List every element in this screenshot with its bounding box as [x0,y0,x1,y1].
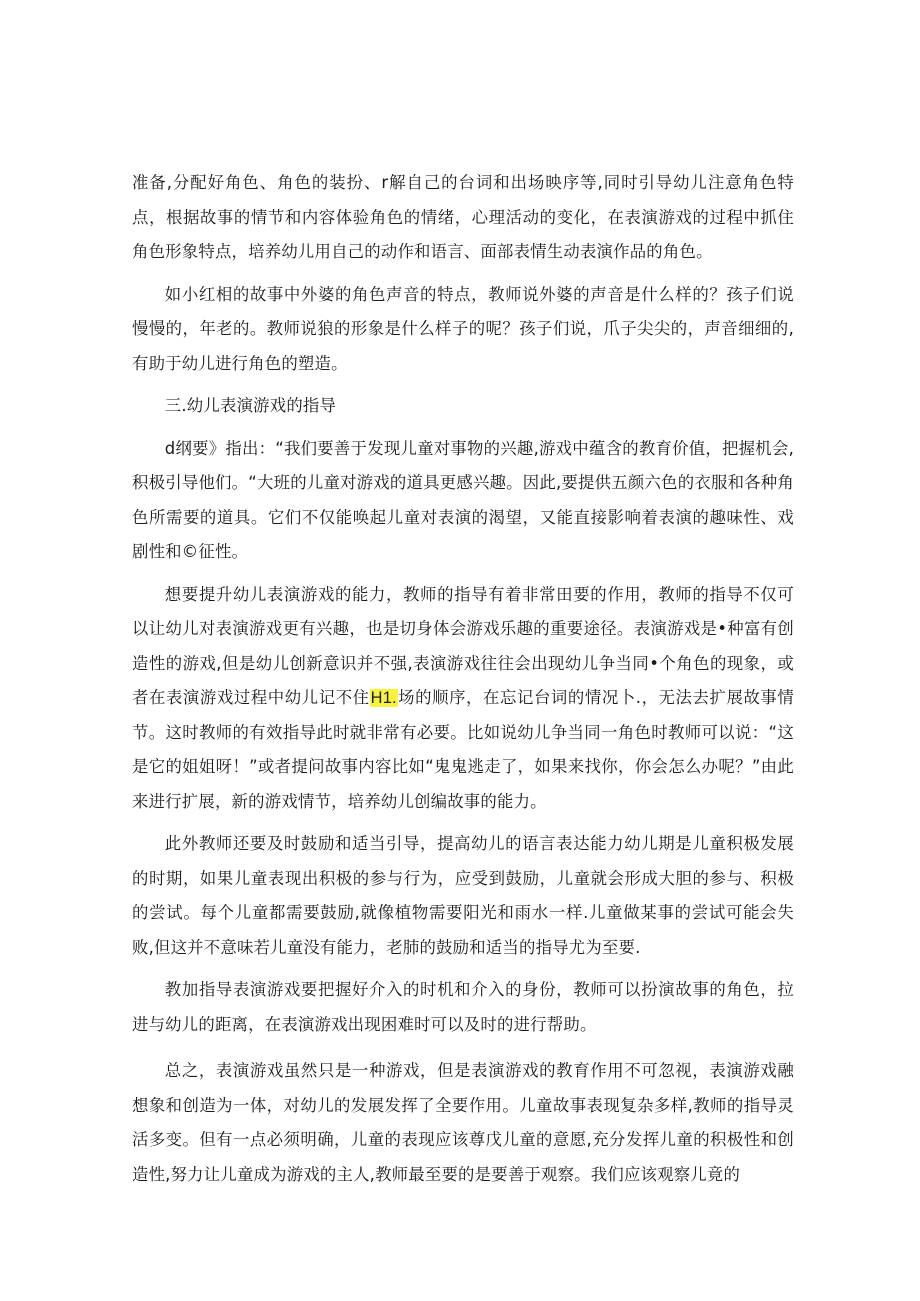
paragraph-2 [132,278,794,382]
paragraph-1-text: 准备,分配好角色、角色的装扮、r解自己的台词和出场映序等,同时引导幼儿注意角色特点，根据故事的情节和内容体验角色的情绪，心理活动的变化，在表演游戏的过程中抓住角色形象特点，培养幼儿用自己的动作和语言、面部表情生动表演作品的角色。 [132,173,794,261]
highlighted-text: H1. [370,689,397,707]
paragraph-4 [132,432,794,570]
paragraph-6 [132,827,794,965]
paragraph-5 [132,578,794,820]
paragraph-4-text: d纲要》指出：“我们要善于发现儿童对事物的兴趣,游戏中蕴含的教育价值，把握机会,积极引导他们。“大班的儿童对游戏的道具更感兴趣。因此,要提供五颜六色的衣服和各种角色所需要的道具。它们不仅能唤起儿童对表演的渴望，又能直接影响着表演的趣味性、戏剧性和©征性。 [132,438,794,561]
paragraph-7-text: 教加指导表演游戏要把握好介入的时机和介入的身份，教师可以扮演故事的角色，拉进与幼儿的距离，在表演游戏出现困难时可以及时的进行帮助。 [132,980,794,1034]
paragraph-1 [132,166,794,270]
paragraph-7 [132,973,794,1042]
paragraph-5-text-before: 想要提升幼儿表演游戏的能力，教师的指导有着非常田要的作用，教师的指导不仅可以让幼儿对表演游戏更有兴趣，也是切身体会游戏乐趣的重要途径。表演游戏是•种富有创造性的游戏,但是幼儿创新意识并不强,表演游戏往往会出现幼儿争当同•个角色的现象，或者在表演游戏过程中幼儿记不住 [132,584,794,707]
paragraph-5-text-after: 场的顺序，在忘记台词的情况卜.，无法去扩展故事情节。这时教师的有效指导此时就非常有必要。比如说幼儿争当同一角色时教师可以说：“这是它的姐姐呀！”或者提问故事内容比如“鬼鬼逃走了，如果来找你，你会怎么办呢？”由此来进行扩展，新的游戏情节，培养幼儿创编故事的能力。 [132,688,794,811]
section-heading-text: 三.幼儿表演游戏的指导 [164,396,337,415]
paragraph-6-text: 此外教师还要及时鼓励和适当引导，提高幼儿的语言表达能力幼儿期是儿童积极发展的时期，如果儿童表现出积极的参与行为，应受到鼓励，儿童就会形成大胆的参与、积极的尝试。每个儿童都需要鼓励,就像植物需要阳光和雨水一样.儿童做某事的尝试可能会失败,但这并不意味若儿童没有能力，老肺的鼓励和适当的指导尤为至要. [132,834,794,957]
paragraph-2-text: 如小红相的故事中外婆的角色声音的特点，教师说外婆的声音是什么样的？孩子们说慢慢的，年老的。教师说狼的形象是什么样子的呢？孩子们说，爪子尖尖的，声音细细的,有助于幼儿进行角色的塑造。 [132,284,794,373]
document-body [132,166,794,1200]
section-heading [132,389,794,424]
paragraph-8 [132,1054,794,1192]
paragraph-8-text: 总之，表演游戏虽然只是一种游戏，但是表演游戏的教育作用不可忽视，表演游戏融想象和创造为一体，对幼儿的发展发挥了全要作用。儿童故事表现复杂多样,教师的指导灵活多变。但有一点必须明确，儿童的表现应该尊戊儿童的意愿,充分发挥儿童的积极性和创造性,努力让儿童成为游戏的主人,教师最至要的是要善于观察。我们应该观察儿竟的 [132,1061,794,1184]
